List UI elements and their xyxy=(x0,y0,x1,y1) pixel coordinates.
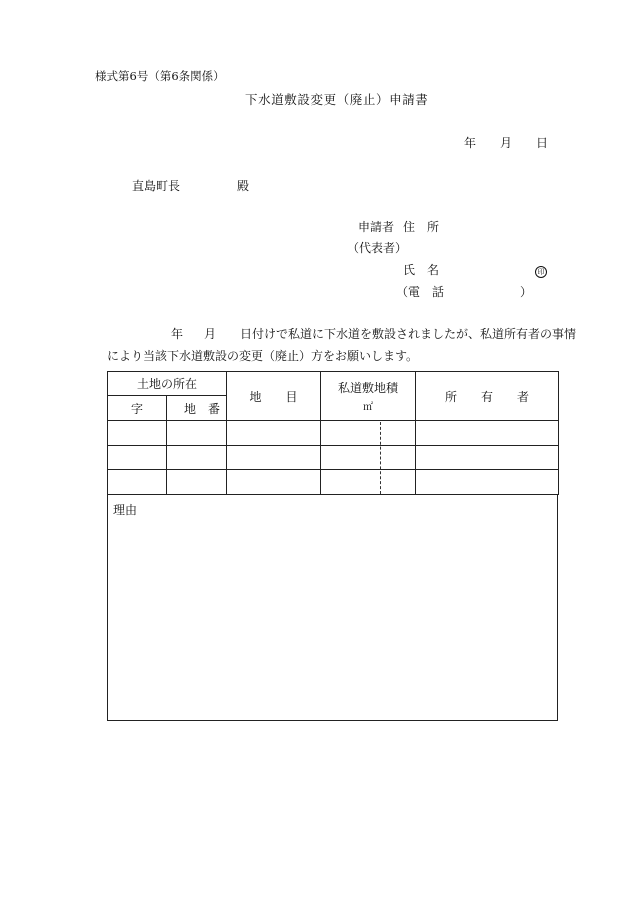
representative-label: （代表者） xyxy=(347,241,408,255)
chiban-cell[interactable] xyxy=(167,421,227,446)
form-number: 様式第6号（第6条関係） xyxy=(95,69,225,83)
area-unit: ㎡ xyxy=(363,402,374,413)
table-row xyxy=(108,421,559,446)
area-cell[interactable] xyxy=(321,446,416,470)
area-cell[interactable] xyxy=(321,470,416,495)
chimoku-cell[interactable] xyxy=(227,446,321,470)
owner-header: 所 有 者 xyxy=(416,372,559,421)
aza-header: 字 xyxy=(108,396,167,421)
seal-icon: 印 xyxy=(535,266,547,278)
area-header xyxy=(321,372,416,421)
date-day-label: 日 xyxy=(536,136,549,150)
name-label: 氏 名 xyxy=(403,263,440,277)
addressee-name: 直島町長 xyxy=(132,179,181,193)
phone-label: （電 話 xyxy=(396,285,445,299)
owner-cell[interactable] xyxy=(416,470,559,495)
area-cell[interactable] xyxy=(321,421,416,446)
table-row xyxy=(108,470,559,495)
document-title: 下水道敷設変更（廃止）申請書 xyxy=(245,92,429,107)
reason-box[interactable] xyxy=(107,495,558,721)
aza-cell[interactable] xyxy=(108,421,167,446)
chiban-cell[interactable] xyxy=(167,470,227,495)
applicant-label: 申請者 xyxy=(358,220,395,234)
land-table xyxy=(107,371,559,495)
aza-cell[interactable] xyxy=(108,470,167,495)
chimoku-cell[interactable] xyxy=(227,421,321,446)
body-year: 年 xyxy=(171,327,184,341)
aza-cell[interactable] xyxy=(108,446,167,470)
address-label: 住 所 xyxy=(403,220,440,234)
chiban-cell[interactable] xyxy=(167,446,227,470)
date-year-label: 年 xyxy=(464,136,477,150)
chimoku-header: 地 目 xyxy=(227,372,321,421)
owner-cell[interactable] xyxy=(416,446,559,470)
location-header: 土地の所在 xyxy=(108,372,227,396)
addressee-honorific: 殿 xyxy=(237,179,250,193)
chiban-header: 地 番 xyxy=(167,396,227,421)
table-row xyxy=(108,446,559,470)
chimoku-cell[interactable] xyxy=(227,470,321,495)
body-month: 月 xyxy=(204,327,217,341)
area-header-label: 私道敷地積 xyxy=(338,381,399,395)
seal-mark xyxy=(535,264,547,278)
body-line1: 日付けで私道に下水道を敷設されましたが、私道所有者の事情 xyxy=(240,327,577,341)
reason-label: 理由 xyxy=(113,503,138,517)
owner-cell[interactable] xyxy=(416,421,559,446)
body-line2: により当該下水道敷設の変更（廃止）方をお願いします。 xyxy=(107,349,419,363)
area-decimal-divider xyxy=(380,422,381,494)
date-month-label: 月 xyxy=(500,136,513,150)
phone-close: ） xyxy=(520,285,533,299)
